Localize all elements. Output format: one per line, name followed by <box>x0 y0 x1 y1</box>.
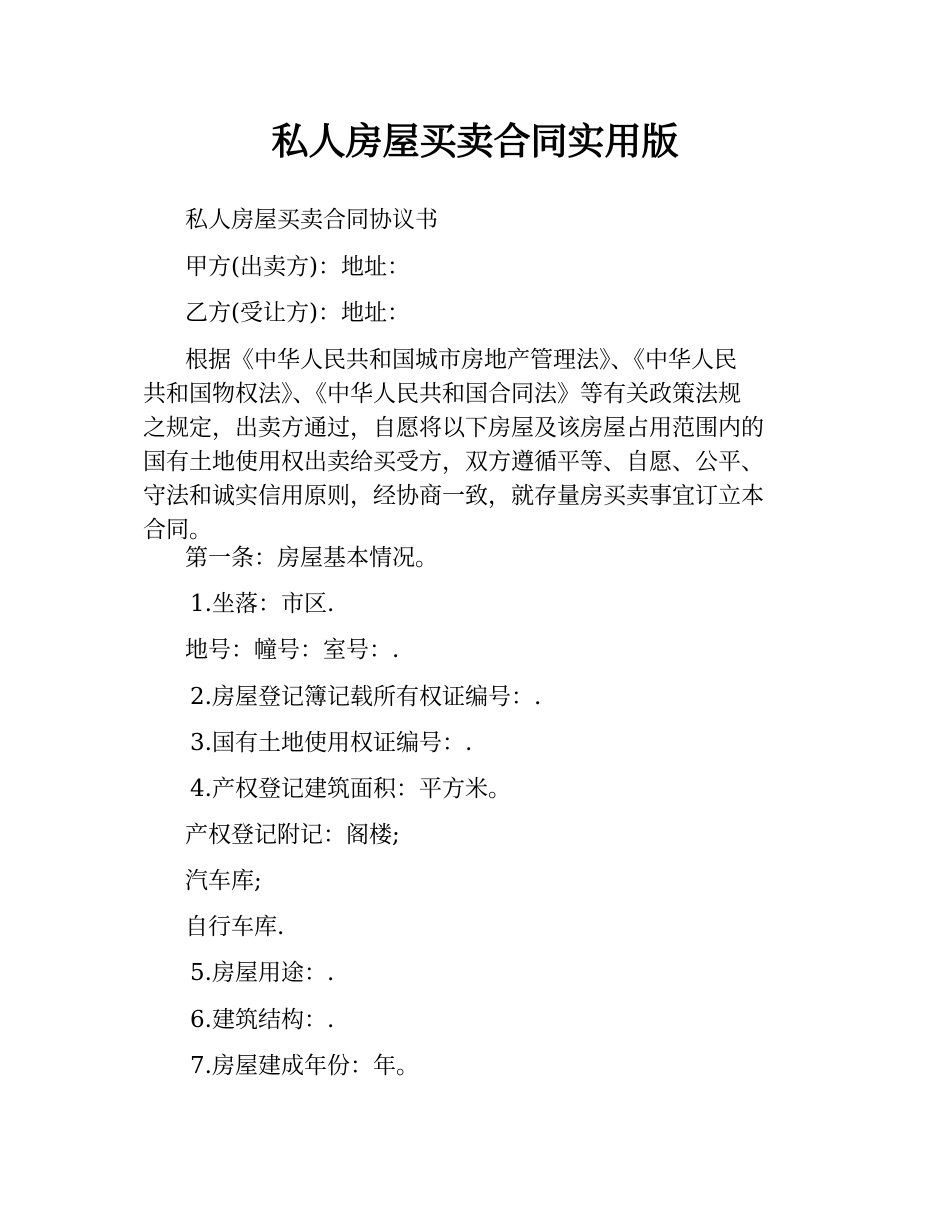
preamble-line: 根据《中华人民共和国城市房地产管理法》、《中华人民 <box>185 347 737 373</box>
contract-heading: 私人房屋买卖合同协议书 <box>185 207 438 233</box>
item-3-land-certificate: 3.国有土地使用权证编号：. <box>190 730 473 756</box>
preamble-line: 守法和诚实信用原则，经协商一致，就存量房买卖事宜订立本 <box>143 483 764 509</box>
item-4-area: 4.产权登记建筑面积：平方米。 <box>190 776 511 802</box>
preamble-line: 合同。 <box>143 517 212 543</box>
item-1-location: 1.坐落：市区. <box>190 591 335 617</box>
note-attic: 产权登记附记：阁楼; <box>185 822 400 848</box>
note-garage: 汽车库; <box>185 868 262 894</box>
item-1-detail: 地号：幢号：室号：. <box>185 637 400 663</box>
item-7-year: 7.房屋建成年份：年。 <box>190 1053 419 1079</box>
article-1-heading: 第一条：房屋基本情况。 <box>185 545 438 571</box>
item-6-structure: 6.建筑结构：. <box>190 1007 335 1033</box>
item-2-certificate: 2.房屋登记簿记载所有权证编号：. <box>190 684 542 710</box>
preamble-line: 共和国物权法》、《中华人民共和国合同法》等有关政策法规 <box>143 381 741 407</box>
document-title: 私人房屋买卖合同实用版 <box>271 120 679 163</box>
preamble-line: 之规定，出卖方通过，自愿将以下房屋及该房屋占用范围内的 <box>143 415 764 441</box>
party-a-line: 甲方(出卖方)：地址： <box>185 254 410 280</box>
preamble-line: 国有土地使用权出卖给买受方，双方遵循平等、自愿、公平、 <box>143 449 764 475</box>
preamble-paragraph <box>143 343 811 547</box>
item-5-usage: 5.房屋用途：. <box>190 960 335 986</box>
party-b-line: 乙方(受让方)：地址： <box>185 300 410 326</box>
note-bike: 自行车库. <box>185 914 285 940</box>
